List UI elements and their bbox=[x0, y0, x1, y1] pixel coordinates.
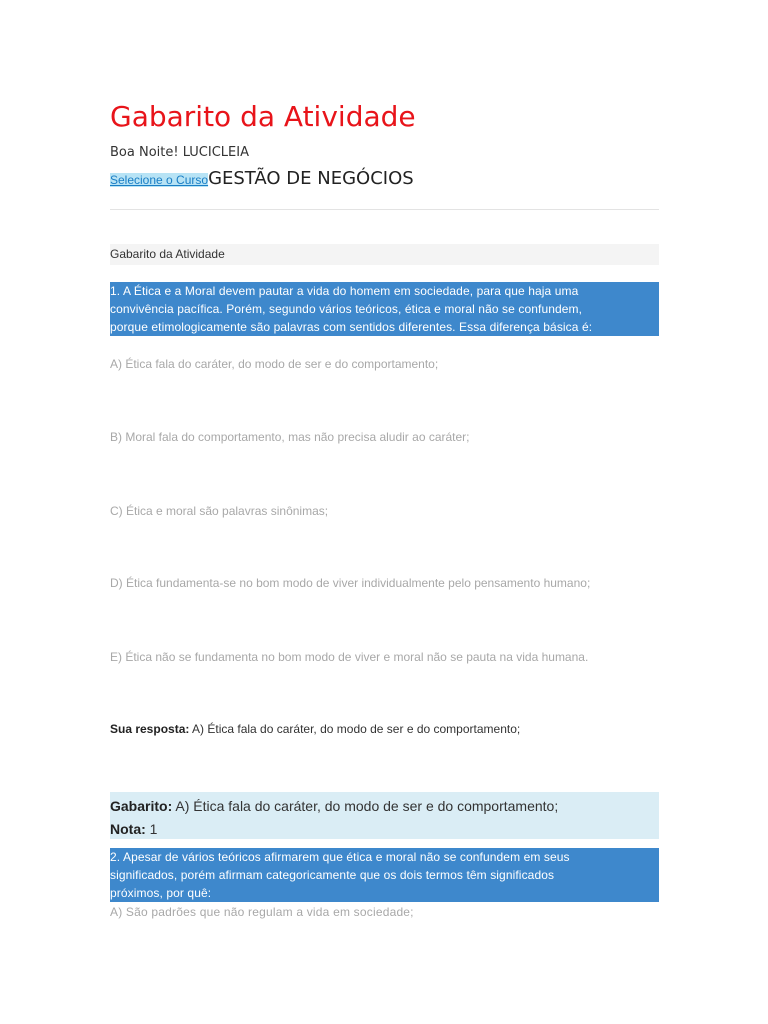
question-1-statement bbox=[110, 282, 659, 336]
question-1-option-b: B) Moral fala do comportamento, mas não precisa aludir ao caráter; bbox=[110, 430, 470, 444]
grade-label: Nota: bbox=[110, 821, 146, 837]
question-1-option-c: C) Ética e moral são palavras sinônimas; bbox=[110, 504, 329, 518]
question-2-option-a: A) São padrões que não regulam a vida em sociedade; bbox=[110, 905, 414, 919]
divider bbox=[110, 209, 659, 210]
question-1-option-d: D) Ética fundamenta-se no bom modo de viver individualmente pelo pensamento humano; bbox=[110, 576, 591, 590]
question-2-line: próximos, por quê: bbox=[110, 886, 212, 900]
question-1-option-a: A) Ética fala do caráter, do modo de ser e do comportamento; bbox=[110, 357, 439, 371]
question-1-line: convivência pacífica. Porém, segundo vários teóricos, ética e moral não se confundem, bbox=[110, 302, 583, 316]
select-course-link[interactable]: Selecione o Curso bbox=[110, 173, 209, 187]
answer-key-label: Gabarito: bbox=[110, 798, 173, 814]
grade bbox=[110, 821, 157, 837]
question-1-line: porque etimologicamente são palavras com sentidos diferentes. Essa diferença básica é: bbox=[110, 320, 593, 334]
course-row bbox=[110, 168, 414, 189]
greeting-text: Boa Noite! LUCICLEIA bbox=[110, 145, 249, 160]
question-2-statement bbox=[110, 848, 659, 902]
answer-key-box bbox=[110, 792, 659, 839]
page-title: Gabarito da Atividade bbox=[110, 100, 416, 133]
your-answer-value: A) Ética fala do caráter, do modo de ser e do comportamento; bbox=[192, 722, 521, 736]
answer-key bbox=[110, 798, 558, 814]
question-2-line: 2. Apesar de vários teóricos afirmarem que ética e moral não se confundem em seus bbox=[110, 850, 570, 864]
your-answer bbox=[110, 722, 520, 736]
question-1-option-e: E) Ética não se fundamenta no bom modo de viver e moral não se pauta na vida humana. bbox=[110, 650, 589, 664]
course-name: GESTÃO DE NEGÓCIOS bbox=[208, 168, 414, 189]
question-1-line: 1. A Ética e a Moral devem pautar a vida do homem em sociedade, para que haja uma bbox=[110, 284, 579, 298]
question-2-line: significados, porém afirmam categoricamente que os dois termos têm significados bbox=[110, 868, 555, 882]
answer-key-value: A) Ética fala do caráter, do modo de ser e do comportamento; bbox=[175, 798, 559, 814]
section-header: Gabarito da Atividade bbox=[110, 244, 659, 265]
your-answer-label: Sua resposta: bbox=[110, 722, 190, 736]
grade-value: 1 bbox=[149, 821, 158, 837]
